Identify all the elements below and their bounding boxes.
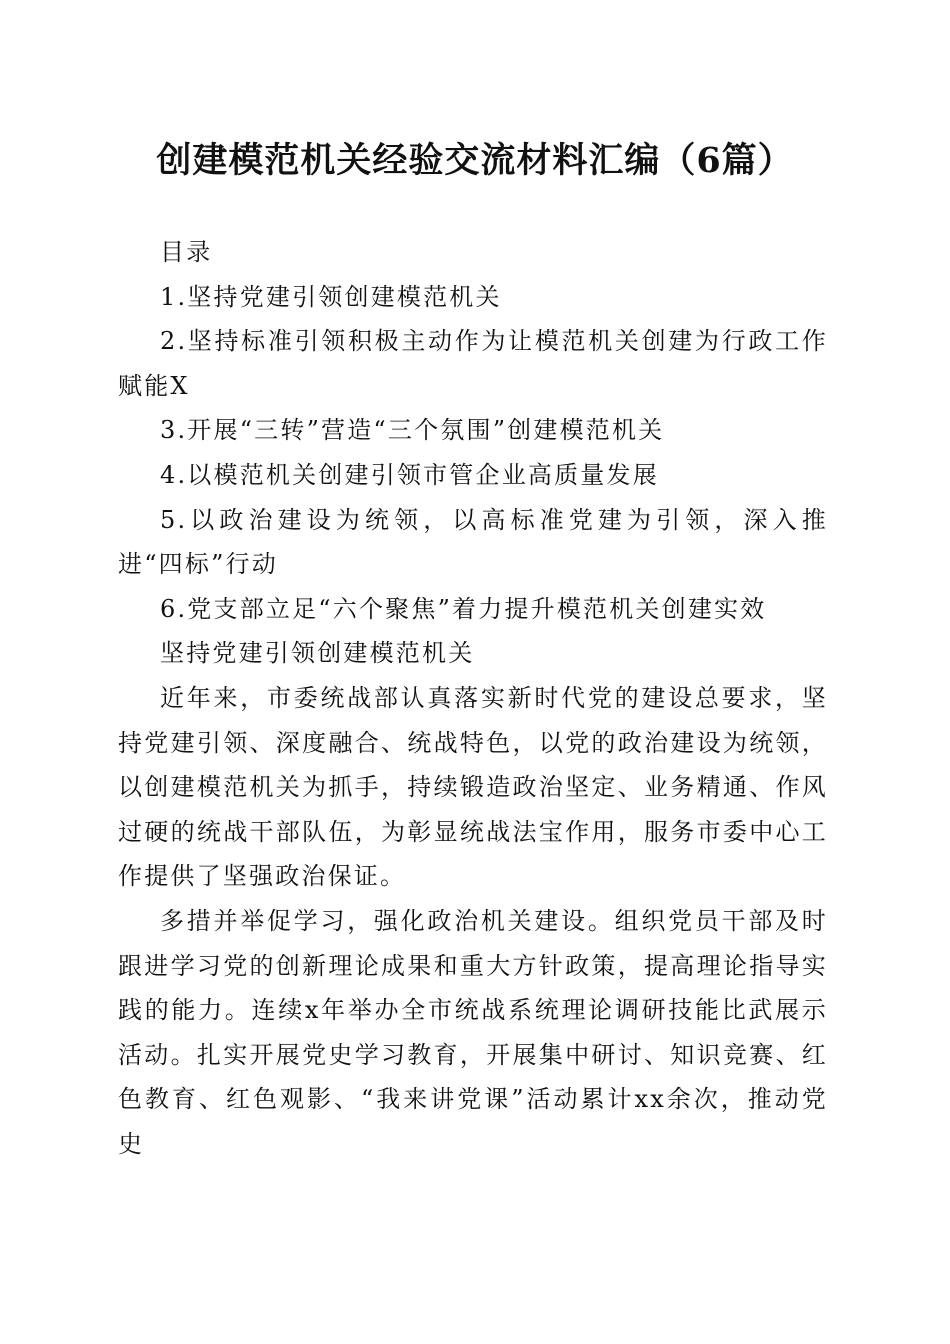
section-heading: 坚持党建引领创建模范机关 xyxy=(160,639,475,668)
toc-item: 2.坚持标准引领积极主动作为让模范机关创建为行政工作赋能X xyxy=(118,327,828,400)
toc-heading: 目录 xyxy=(160,238,213,266)
body-paragraph: 多措并举促学习，强化政治机关建设。组织党员干部及时跟进学习党的创新理论成果和重大方针政策，提高理论指导实践的能力。连续x年举办全市统战系统理论调研技能比武展示活动。扎实开展党史学习教育，开展集中研讨、知识竞赛、红色教育、红色观影、“我来讲党课”活动累计xx余次，推动党史 xyxy=(118,906,828,1158)
toc-item: 4.以模范机关创建引领市管企业高质量发展 xyxy=(160,460,659,489)
toc-item: 3.开展“三转”营造“三个氛围”创建模范机关 xyxy=(160,416,665,445)
document-title: 创建模范机关经验交流材料汇编（6篇） xyxy=(156,140,794,181)
table-of-contents xyxy=(118,230,828,631)
toc-item: 5.以政治建设为统领，以高标准党建为引领，深入推进“四标”行动 xyxy=(118,505,828,579)
toc-item: 6.党支部立足“六个聚焦”着力提升模范机关创建实效 xyxy=(160,594,767,623)
toc-item: 1.坚持党建引领创建模范机关 xyxy=(160,282,502,311)
body-paragraph: 近年来，市委统战部认真落实新时代党的建设总要求，坚持党建引领、深度融合、统战特色，以党的政治建设为统领，以创建模范机关为抓手，持续锻造政治坚定、业务精通、作风过硬的统战干部队伍，为彰显统战法宝作用，服务市委中心工作提供了坚强政治保证。 xyxy=(118,683,828,891)
document-body xyxy=(118,230,828,1166)
